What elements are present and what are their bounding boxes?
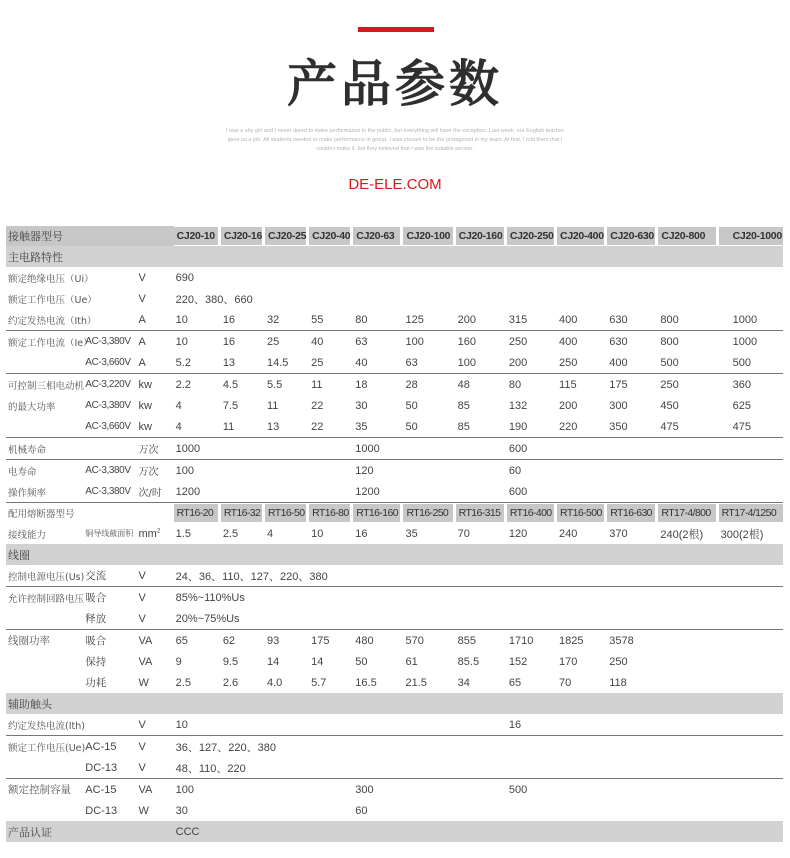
model-header: CJ20-630 xyxy=(607,227,655,245)
fuse-model: RT16-160 xyxy=(353,504,400,522)
model-header: CJ20-250 xyxy=(507,227,554,245)
model-header: CJ20-400 xyxy=(557,227,604,245)
row-ui: 额定绝缘电压（Ui） V 690 xyxy=(8,271,194,285)
model-header: CJ20-100 xyxy=(403,227,452,245)
row-ith: 约定发热电流（Ith） A 10 16 32 55 80 125 200 315 400 630 800 1000 xyxy=(8,313,758,327)
fuse-model: RT16-315 xyxy=(456,504,504,522)
row-coil-pull: 线圈功率 吸合 VA 65 62 93 175 480 570 855 1710 1825 3578 xyxy=(6,630,783,652)
row-aux-ue-dc: DC-13 V 48、110、220 xyxy=(85,761,246,775)
model-header: CJ20-160 xyxy=(456,227,504,245)
row-mech-life: 机械寿命 万次 1000 1000 600 xyxy=(6,438,783,460)
model-header: CJ20-1000 xyxy=(719,227,783,245)
row-aux-ith: 约定发热电流(Ith) V 10 16 xyxy=(8,718,522,732)
model-header-row xyxy=(6,226,783,246)
fuse-model: RT16-32 xyxy=(221,504,262,522)
row-power-660: AC-3,660V kw 4 11 13 22 35 50 85 190 220 350 475 475 xyxy=(85,420,751,433)
page-title: 产品参数 xyxy=(287,55,503,113)
site-link[interactable]: DE-ELE.COM xyxy=(348,176,442,193)
model-label: 接触器型号 xyxy=(6,226,174,246)
model-header: CJ20-40 xyxy=(309,227,350,245)
row-elec-life: 电寿命 AC-3,380V 万次 100 120 60 xyxy=(6,460,783,482)
spec-table xyxy=(6,226,783,842)
section-coil: 线圈 xyxy=(6,544,783,565)
row-aux-ue-ac: 额定工作电压(Ue) AC-15 V 36、127、220、380 xyxy=(6,736,783,758)
fuse-model: RT16-50 xyxy=(265,504,306,522)
row-coil-loss: 功耗 W 2.5 2.6 4.0 5.7 16.5 21.5 34 65 70 118 xyxy=(85,676,627,689)
fuse-model: RT16-500 xyxy=(557,504,604,522)
row-certification: 产品认证 CCC xyxy=(6,821,783,842)
model-header: CJ20-800 xyxy=(658,227,715,245)
fuse-model: RT16-250 xyxy=(403,504,452,522)
row-ie-380: 额定工作电流（Ie） AC-3,380V A 10 16 25 40 63 100 160 250 400 630 800 1000 xyxy=(6,331,783,353)
row-ctrl-release: 释放 V 20%~75%Us xyxy=(85,612,240,625)
row-wiring: 接线能力 铜导线截面积 $mm^2$ 1.5 2.5 4 10 16 35 70 120 240 370 240(2根) 300(2根) xyxy=(8,527,764,541)
fuse-model: RT16-630 xyxy=(607,504,655,522)
row-ctrl-pull: 允许控制回路电压 吸合 V 85%~110%Us xyxy=(6,587,783,609)
row-us: 控制电源电压(Us) 交流 V 24、36、110、127、220、380 xyxy=(8,569,328,583)
section-main-circuit: 主电路特性 xyxy=(6,246,783,267)
fuse-model: RT16-80 xyxy=(309,504,350,522)
title-accent-bar xyxy=(358,27,434,32)
decorative-blurb: I was a shy girl and I never dared to make performance in the public, but everything will have the exception. Last week, our English teacher gave us a job. All students needed to make performance in group. I was chosen to be the protagonist in my team. At first, I told them that I couldn't make it, but they believed that I was the suitable person. xyxy=(225,128,565,152)
section-aux: 辅助触头 xyxy=(6,693,783,714)
row-aux-cap-ac: 额定控制容量 AC-15 VA 100 300 500 xyxy=(6,779,783,801)
fuse-model: RT16-400 xyxy=(507,504,554,522)
model-header: CJ20-63 xyxy=(353,227,400,245)
row-power-220: 可控制三相电动机 AC-3,220V kw 2.2 4.5 5.5 11 18 28 48 80 115 175 250 360 xyxy=(6,374,783,396)
model-header: CJ20-10 xyxy=(174,227,218,245)
row-ue: 额定工作电压（Ue） V 220、380、660 xyxy=(8,292,253,306)
fuse-model: RT16-20 xyxy=(174,504,218,522)
fuse-model: RT17-4/1250 xyxy=(719,504,783,522)
model-header: CJ20-25 xyxy=(265,227,306,245)
row-aux-cap-dc: DC-13 W 30 60 xyxy=(85,804,368,817)
row-power-380: 的最大功率 AC-3,380V kw 4 7.5 11 22 30 50 85 132 200 300 450 625 xyxy=(8,399,751,413)
model-header: CJ20-16 xyxy=(221,227,262,245)
row-ie-660: AC-3,660V A 5.2 13 14.5 25 40 63 100 200 250 400 500 500 xyxy=(85,356,751,369)
row-coil-hold: 保持 VA 9 9.5 14 14 50 61 85.5 152 170 250 xyxy=(85,655,628,668)
row-op-freq: 操作频率 AC-3,380V 次/时 1200 1200 600 xyxy=(8,485,528,499)
fuse-model: RT17-4/800 xyxy=(658,504,715,522)
row-fuse: 配用熔断器型号 RT16-20 RT16-32 RT16-50 RT16-80 RT16-160 RT16-250 RT16-315 RT16-400 RT16-500 RT16-630 RT17-4/800 RT17-4/1250 xyxy=(6,503,783,524)
